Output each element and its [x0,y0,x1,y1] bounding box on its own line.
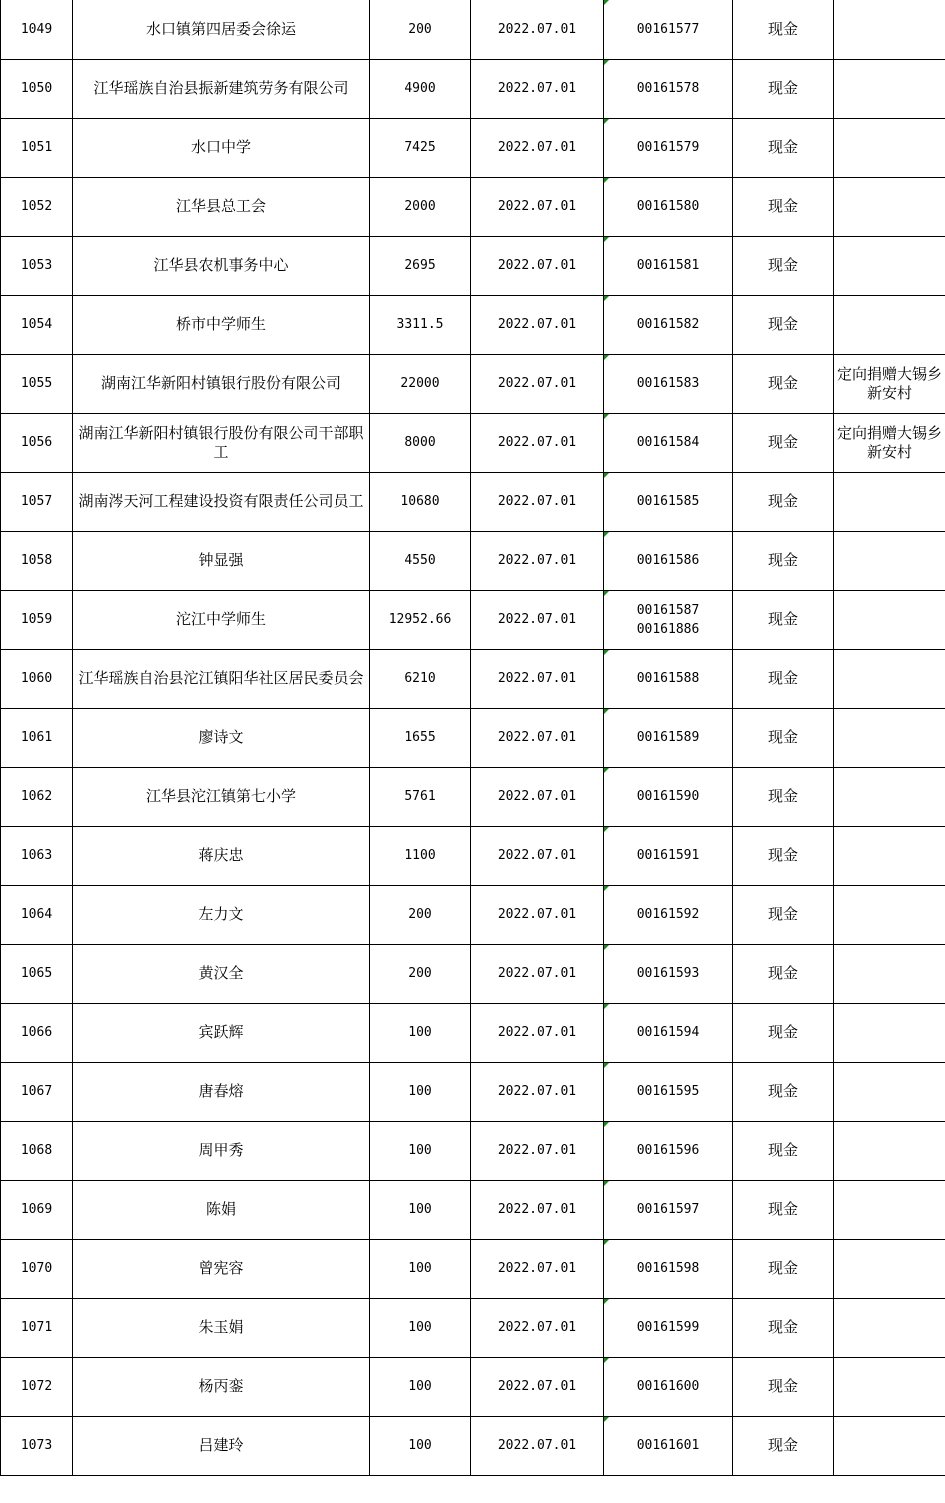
note-cell: 定向捐赠大锡乡新安村 [834,354,945,413]
receipt-number: 00161600 [636,1379,700,1394]
payment-method-cell: 现金 [733,1180,834,1239]
cell-comment-flag-icon [604,60,609,65]
note-cell [834,826,945,885]
receipt-number: 00161593 [636,966,700,981]
payment-method-cell: 现金 [733,1298,834,1357]
receipt-number-cell [604,1298,733,1357]
donor-name-cell: 湖南江华新阳村镇银行股份有限公司干部职工 [73,413,370,472]
payment-method-cell: 现金 [733,177,834,236]
note-cell: 定向捐赠大锡乡新安村 [834,413,945,472]
amount-cell: 200 [370,944,471,1003]
payment-method-cell: 现金 [733,354,834,413]
note-cell [834,1180,945,1239]
receipt-number: 00161581 [636,258,700,273]
payment-method-cell: 现金 [733,649,834,708]
receipt-number: 00161587 [636,602,700,618]
table-row [1,885,945,944]
row-number-cell: 1072 [1,1357,73,1416]
date-cell: 2022.07.01 [471,0,604,59]
cell-comment-flag-icon [604,591,609,596]
cell-comment-flag-icon [604,886,609,891]
amount-cell: 100 [370,1416,471,1475]
note-cell [834,708,945,767]
row-number-cell: 1055 [1,354,73,413]
cell-comment-flag-icon [604,237,609,242]
receipt-number: 00161578 [636,81,700,96]
donor-name-cell: 陈娟 [73,1180,370,1239]
table-row [1,354,945,413]
amount-cell: 100 [370,1180,471,1239]
payment-method-cell: 现金 [733,59,834,118]
table-row [1,1121,945,1180]
amount-cell: 100 [370,1298,471,1357]
receipt-number: 00161599 [636,1320,700,1335]
row-number-cell: 1050 [1,59,73,118]
donor-name-cell: 黄汉全 [73,944,370,1003]
donor-name-cell: 水口镇第四居委会徐运 [73,0,370,59]
table-row [1,177,945,236]
receipt-number-cell [604,1121,733,1180]
table-row [1,1298,945,1357]
donor-name-cell: 吕建玲 [73,1416,370,1475]
payment-method-cell: 现金 [733,413,834,472]
note-cell [834,1239,945,1298]
payment-method-cell: 现金 [733,944,834,1003]
receipt-number: 00161594 [636,1025,700,1040]
table-row [1,1003,945,1062]
receipt-number: 00161597 [636,1202,700,1217]
amount-cell: 100 [370,1062,471,1121]
donor-name-cell: 湖南江华新阳村镇银行股份有限公司 [73,354,370,413]
receipt-number: 00161590 [636,789,700,804]
receipt-number: 00161584 [636,435,700,450]
note-cell [834,59,945,118]
payment-method-cell: 现金 [733,590,834,649]
payment-method-cell: 现金 [733,295,834,354]
payment-method-cell: 现金 [733,1062,834,1121]
table-row [1,413,945,472]
table-row [1,1416,945,1475]
note-cell [834,767,945,826]
amount-cell: 10680 [370,472,471,531]
receipt-number-cell [604,1416,733,1475]
receipt-number-cell [604,354,733,413]
cell-comment-flag-icon [604,768,609,773]
cell-comment-flag-icon [604,119,609,124]
donor-name-cell: 左力文 [73,885,370,944]
donor-name-cell: 朱玉娟 [73,1298,370,1357]
payment-method-cell: 现金 [733,1239,834,1298]
date-cell: 2022.07.01 [471,59,604,118]
row-number-cell: 1063 [1,826,73,885]
donor-name-cell: 周甲秀 [73,1121,370,1180]
table-row [1,0,945,59]
date-cell: 2022.07.01 [471,1180,604,1239]
donor-name-cell: 钟显强 [73,531,370,590]
note-cell [834,295,945,354]
date-cell: 2022.07.01 [471,177,604,236]
payment-method-cell: 现金 [733,1003,834,1062]
row-number-cell: 1065 [1,944,73,1003]
date-cell: 2022.07.01 [471,590,604,649]
payment-method-cell: 现金 [733,708,834,767]
amount-cell: 5761 [370,767,471,826]
receipt-number-cell [604,649,733,708]
table-body [1,0,945,1475]
row-number-cell: 1066 [1,1003,73,1062]
note-cell [834,1003,945,1062]
row-number-cell: 1067 [1,1062,73,1121]
cell-comment-flag-icon [604,355,609,360]
amount-cell: 100 [370,1357,471,1416]
receipt-number-cell [604,1239,733,1298]
date-cell: 2022.07.01 [471,1062,604,1121]
row-number-cell: 1068 [1,1121,73,1180]
donor-name-cell: 江华瑶族自治县沱江镇阳华社区居民委员会 [73,649,370,708]
date-cell: 2022.07.01 [471,1239,604,1298]
row-number-cell: 1073 [1,1416,73,1475]
receipt-number: 00161577 [636,21,700,37]
cell-comment-flag-icon [604,296,609,301]
date-cell: 2022.07.01 [471,354,604,413]
date-cell: 2022.07.01 [471,649,604,708]
cell-comment-flag-icon [604,1063,609,1068]
donor-name-cell: 沱江中学师生 [73,590,370,649]
cell-comment-flag-icon [604,178,609,183]
note-cell [834,944,945,1003]
table-row [1,295,945,354]
receipt-number-cell [604,944,733,1003]
receipt-number-cell [604,885,733,944]
table-row [1,236,945,295]
receipt-number: 00161596 [636,1143,700,1158]
amount-cell: 4900 [370,59,471,118]
payment-method-cell: 现金 [733,118,834,177]
receipt-number: 00161886 [636,621,700,637]
amount-cell: 100 [370,1003,471,1062]
payment-method-cell: 现金 [733,1357,834,1416]
donor-name-cell: 宾跃辉 [73,1003,370,1062]
donor-name-cell: 江华县总工会 [73,177,370,236]
receipt-number-cell [604,1003,733,1062]
receipt-number: 00161583 [636,376,700,391]
table-row [1,767,945,826]
cell-comment-flag-icon [604,1417,609,1422]
note-cell [834,472,945,531]
cell-comment-flag-icon [604,532,609,537]
amount-cell: 200 [370,0,471,59]
cell-comment-flag-icon [604,1240,609,1245]
donor-name-cell: 曾宪容 [73,1239,370,1298]
payment-method-cell: 现金 [733,0,834,59]
date-cell: 2022.07.01 [471,118,604,177]
payment-method-cell: 现金 [733,531,834,590]
cell-comment-flag-icon [604,945,609,950]
amount-cell: 4550 [370,531,471,590]
receipt-number: 00161592 [636,907,700,922]
cell-comment-flag-icon [604,709,609,714]
date-cell: 2022.07.01 [471,885,604,944]
donor-name-cell: 唐春熔 [73,1062,370,1121]
receipt-number: 00161579 [636,140,700,155]
date-cell: 2022.07.01 [471,1416,604,1475]
date-cell: 2022.07.01 [471,767,604,826]
payment-method-cell: 现金 [733,1416,834,1475]
table-row [1,1180,945,1239]
row-number-cell: 1061 [1,708,73,767]
cell-comment-flag-icon [604,1122,609,1127]
payment-method-cell: 现金 [733,236,834,295]
note-cell [834,177,945,236]
note-cell [834,236,945,295]
receipt-number: 00161582 [636,317,700,332]
receipt-number: 00161589 [636,730,700,745]
amount-cell: 100 [370,1121,471,1180]
donor-name-cell: 杨丙銮 [73,1357,370,1416]
table-row [1,1062,945,1121]
receipt-number-cell [604,767,733,826]
table-row [1,59,945,118]
cell-comment-flag-icon [604,650,609,655]
amount-cell: 2695 [370,236,471,295]
table-row [1,708,945,767]
payment-method-cell: 现金 [733,1121,834,1180]
table-row [1,472,945,531]
donor-name-cell: 廖诗文 [73,708,370,767]
payment-method-cell: 现金 [733,885,834,944]
donor-name-cell: 桥市中学师生 [73,295,370,354]
receipt-number-cell [604,177,733,236]
amount-cell: 7425 [370,118,471,177]
table-row [1,1357,945,1416]
amount-cell: 2000 [370,177,471,236]
date-cell: 2022.07.01 [471,472,604,531]
receipt-number-cell [604,0,733,59]
row-number-cell: 1049 [1,0,73,59]
row-number-cell: 1053 [1,236,73,295]
date-cell: 2022.07.01 [471,295,604,354]
date-cell: 2022.07.01 [471,236,604,295]
amount-cell: 100 [370,1239,471,1298]
date-cell: 2022.07.01 [471,1121,604,1180]
date-cell: 2022.07.01 [471,944,604,1003]
row-number-cell: 1059 [1,590,73,649]
receipt-number-cell [604,236,733,295]
note-cell [834,590,945,649]
row-number-cell: 1058 [1,531,73,590]
donor-name-cell: 江华县农机事务中心 [73,236,370,295]
cell-comment-flag-icon [604,827,609,832]
cell-comment-flag-icon [604,1299,609,1304]
table-row [1,118,945,177]
receipt-number-cell [604,1062,733,1121]
receipt-number: 00161580 [636,199,700,214]
receipt-number-cell [604,118,733,177]
amount-cell: 1100 [370,826,471,885]
row-number-cell: 1069 [1,1180,73,1239]
date-cell: 2022.07.01 [471,826,604,885]
amount-cell: 22000 [370,354,471,413]
row-number-cell: 1054 [1,295,73,354]
row-number-cell: 1062 [1,767,73,826]
receipt-number-cell [604,413,733,472]
date-cell: 2022.07.01 [471,1298,604,1357]
date-cell: 2022.07.01 [471,1003,604,1062]
receipt-number-cell [604,1357,733,1416]
row-number-cell: 1056 [1,413,73,472]
amount-cell: 6210 [370,649,471,708]
row-number-cell: 1064 [1,885,73,944]
row-number-cell: 1060 [1,649,73,708]
date-cell: 2022.07.01 [471,1357,604,1416]
amount-cell: 8000 [370,413,471,472]
date-cell: 2022.07.01 [471,708,604,767]
table-row [1,649,945,708]
cell-comment-flag-icon [604,1358,609,1363]
receipt-number-cell [604,590,733,649]
receipt-number: 00161585 [636,494,700,509]
row-number-cell: 1071 [1,1298,73,1357]
table-row [1,531,945,590]
receipt-number: 00161588 [636,671,700,686]
row-number-cell: 1057 [1,472,73,531]
amount-cell: 1655 [370,708,471,767]
table-row [1,1239,945,1298]
receipt-number-cell [604,826,733,885]
receipt-number-cell [604,59,733,118]
receipt-number-cell [604,708,733,767]
amount-cell: 12952.66 [370,590,471,649]
note-cell [834,1298,945,1357]
note-cell [834,1062,945,1121]
note-cell [834,1121,945,1180]
donor-name-cell: 蒋庆忠 [73,826,370,885]
payment-method-cell: 现金 [733,472,834,531]
amount-cell: 200 [370,885,471,944]
payment-method-cell: 现金 [733,767,834,826]
cell-comment-flag-icon [604,1004,609,1009]
amount-cell: 3311.5 [370,295,471,354]
table-row [1,590,945,649]
row-number-cell: 1051 [1,118,73,177]
donor-name-cell: 湖南涔天河工程建设投资有限责任公司员工 [73,472,370,531]
note-cell [834,1357,945,1416]
note-cell [834,0,945,59]
date-cell: 2022.07.01 [471,413,604,472]
receipt-number: 00161586 [636,553,700,568]
payment-method-cell: 现金 [733,826,834,885]
receipt-number: 00161598 [636,1261,700,1276]
receipt-number: 00161601 [636,1438,700,1453]
donor-name-cell: 江华瑶族自治县振新建筑劳务有限公司 [73,59,370,118]
cell-comment-flag-icon [604,473,609,478]
receipt-number: 00161595 [636,1084,700,1099]
donor-name-cell: 江华县沱江镇第七小学 [73,767,370,826]
donor-name-cell: 水口中学 [73,118,370,177]
note-cell [834,1416,945,1475]
note-cell [834,885,945,944]
cell-comment-flag-icon [604,0,609,5]
table-row [1,944,945,1003]
note-cell [834,531,945,590]
row-number-cell: 1052 [1,177,73,236]
receipt-number: 00161591 [636,848,700,863]
note-cell [834,649,945,708]
receipt-number-cell [604,531,733,590]
cell-comment-flag-icon [604,414,609,419]
row-number-cell: 1070 [1,1239,73,1298]
date-cell: 2022.07.01 [471,531,604,590]
cell-comment-flag-icon [604,1181,609,1186]
receipt-number-cell [604,472,733,531]
receipt-number-cell [604,295,733,354]
table-row [1,826,945,885]
note-cell [834,118,945,177]
receipt-number-cell [604,1180,733,1239]
